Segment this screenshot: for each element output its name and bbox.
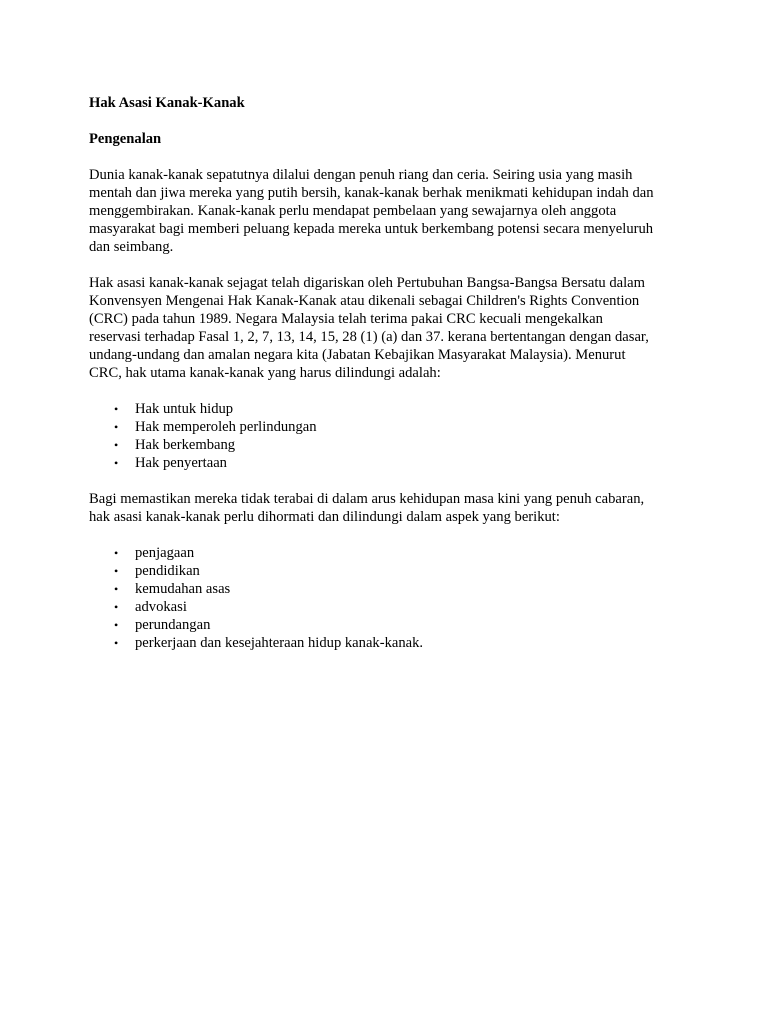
bullet-icon: • — [114, 636, 119, 650]
document-title: Hak Asasi Kanak-Kanak — [89, 95, 245, 111]
aspects-list — [89, 544, 689, 652]
list-item — [89, 562, 689, 580]
list-item-text: perundangan — [135, 617, 211, 633]
list-item-text: Hak berkembang — [135, 437, 236, 453]
paragraph-introduction — [89, 166, 689, 256]
bullet-icon: • — [114, 420, 119, 434]
paragraph-line: masyarakat bagi memberi peluang kepada mereka untuk berkembang potensi secara menyeluruh — [89, 221, 654, 237]
list-item-text: advokasi — [135, 599, 187, 615]
list-item — [89, 400, 689, 418]
list-item — [89, 634, 689, 652]
paragraph-crc — [89, 274, 689, 382]
bullet-icon: • — [114, 582, 119, 596]
bullet-icon: • — [114, 402, 119, 416]
list-item-text: penjagaan — [135, 545, 195, 561]
list-item — [89, 436, 689, 454]
paragraph-line: Dunia kanak-kanak sepatutnya dilalui dengan penuh riang dan ceria. Seiring usia yang masih — [89, 167, 633, 183]
list-item-text: pendidikan — [135, 563, 200, 579]
paragraph-line: Konvensyen Mengenai Hak Kanak-Kanak atau dikenali sebagai Children's Rights Convention — [89, 293, 640, 309]
list-item — [89, 580, 689, 598]
bullet-icon: • — [114, 618, 119, 632]
document-page — [89, 94, 689, 652]
list-item-text: Hak memperoleh perlindungan — [135, 419, 317, 435]
bullet-icon: • — [114, 456, 119, 470]
paragraph-line: undang-undang dan amalan negara kita (Jabatan Kebajikan Masyarakat Malaysia). Menurut — [89, 347, 626, 363]
list-item-text: kemudahan asas — [135, 581, 231, 597]
paragraph-line: mentah dan jiwa mereka yang putih bersih, kanak-kanak berhak menikmati kehidupan indah dan — [89, 185, 654, 201]
list-item — [89, 418, 689, 436]
paragraph-line: dan seimbang. — [89, 239, 174, 255]
paragraph-aspects — [89, 490, 689, 526]
section-heading: Pengenalan — [89, 131, 162, 147]
list-item-text: Hak penyertaan — [135, 455, 227, 471]
bullet-icon: • — [114, 438, 119, 452]
paragraph-line: menggembirakan. Kanak-kanak perlu mendapat pembelaan yang sewajarnya oleh anggota — [89, 203, 617, 219]
bullet-icon: • — [114, 546, 119, 560]
paragraph-line: Hak asasi kanak-kanak sejagat telah digariskan oleh Pertubuhan Bangsa-Bangsa Bersatu dalam — [89, 275, 646, 291]
paragraph-line: hak asasi kanak-kanak perlu dihormati dan dilindungi dalam aspek yang berikut: — [89, 509, 560, 525]
list-item-text: Hak untuk hidup — [135, 401, 234, 417]
paragraph-line: (CRC) pada tahun 1989. Negara Malaysia telah terima pakai CRC kecuali mengekalkan — [89, 311, 603, 327]
rights-list — [89, 400, 689, 472]
paragraph-line: reservasi terhadap Fasal 1, 2, 7, 13, 14, 15, 28 (1) (a) dan 37. kerana bertentangan dengan dasar, — [89, 329, 649, 345]
bullet-icon: • — [114, 600, 119, 614]
bullet-icon: • — [114, 564, 119, 578]
paragraph-line: Bagi memastikan mereka tidak terabai di dalam arus kehidupan masa kini yang penuh cabaran, — [89, 491, 645, 507]
list-item — [89, 616, 689, 634]
paragraph-line: CRC, hak utama kanak-kanak yang harus dilindungi adalah: — [89, 365, 441, 381]
list-item — [89, 598, 689, 616]
list-item-text: perkerjaan dan kesejahteraan hidup kanak-kanak. — [135, 635, 424, 651]
list-item — [89, 544, 689, 562]
list-item — [89, 454, 689, 472]
